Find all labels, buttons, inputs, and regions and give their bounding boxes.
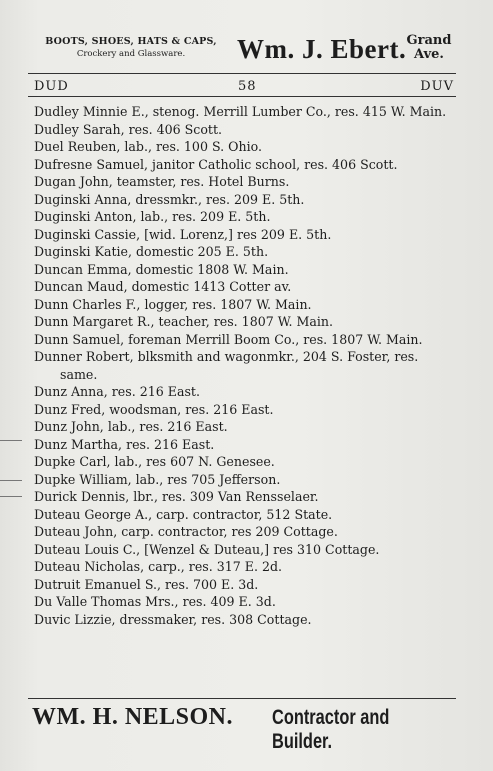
top-rule [28, 73, 456, 74]
directory-entry: Dunz Fred, woodsman, res. 216 East. [34, 401, 274, 417]
directory-entry: Dutruit Emanuel S., res. 700 E. 3d. [34, 576, 259, 592]
directory-entry: Dudley Minnie E., stenog. Merrill Lumber Co., res. 415 W. Main. [34, 104, 447, 119]
directory-entry: Duginski Katie, domestic 205 E. 5th. [34, 244, 269, 259]
directory-entry: Dunner Robert, blksmith and wagonmkr., 204 S. Foster, res. same. [34, 349, 419, 382]
advert-contractor-trade: Contractor and Builder. [272, 706, 390, 753]
directory-entry: Duncan Maud, domestic 1413 Cotter av. [34, 279, 292, 294]
header-left-guide: DUD [34, 79, 69, 94]
directory-entry: Dudley Sarah, res. 406 Scott. [34, 121, 223, 137]
directory-entries [34, 103, 458, 628]
directory-entry: Dupke William, lab., res 705 Jefferson. [34, 471, 281, 487]
margin-mark [0, 480, 22, 481]
directory-entry: Duteau Louis C., [Wenzel & Duteau,] res 310 Cottage. [34, 541, 380, 557]
header-right-guide: DUV [420, 79, 454, 94]
page-number: 58 [238, 79, 257, 94]
directory-entry: Dugan John, teamster, res. Hotel Burns. [34, 174, 290, 189]
directory-entry: Dunn Charles F., logger, res. 1807 W. Main. [34, 296, 312, 312]
advert-left-line2: Crockery and Glassware. [76, 49, 186, 59]
bottom-advertisement [32, 704, 462, 753]
directory-entry: Duteau George A., carp. contractor, 512 State. [34, 506, 333, 522]
directory-entry: Duteau John, carp. contractor, res 209 Cottage. [34, 524, 338, 539]
directory-entry: Dunn Samuel, foreman Merrill Boom Co., res. 1807 W. Main. [34, 331, 423, 347]
directory-entry: Duginski Anton, lab., res. 209 E. 5th. [34, 209, 271, 224]
directory-entry: Duteau Nicholas, carp., res. 317 E. 2d. [34, 559, 283, 574]
directory-entry: Dunz John, lab., res. 216 East. [34, 419, 228, 434]
advert-right-line1: Grand [406, 33, 452, 48]
directory-entry: Duginski Cassie, [wid. Lorenz,] res 209 E. 5th. [34, 226, 332, 242]
directory-entry: Dunn Margaret R., teacher, res. 1807 W. Main. [34, 314, 334, 329]
directory-entry: Duvic Lizzie, dressmaker, res. 308 Cottage. [34, 611, 312, 627]
header-rule [28, 96, 456, 97]
directory-entry: Dunz Anna, res. 216 East. [34, 384, 201, 399]
directory-entry: Duginski Anna, dressmkr., res. 209 E. 5th. [34, 191, 305, 207]
advert-business-name: Wm. J. Ebert. [237, 34, 407, 64]
advert-contractor-name: WM. H. NELSON. [32, 704, 234, 730]
advert-right-line2: Ave. [414, 47, 444, 62]
directory-entry: Dupke Carl, lab., res 607 N. Genesee. [34, 454, 275, 469]
directory-entry: Durick Dennis, lbr., res. 309 Van Rensselaer. [34, 489, 319, 504]
directory-entry: Duncan Emma, domestic 1808 W. Main. [34, 261, 289, 277]
advert-address-block [404, 34, 454, 62]
advert-left-block [36, 36, 226, 60]
advert-left-line1: BOOTS, SHOES, HATS & CAPS, [45, 36, 217, 47]
bottom-rule [28, 698, 456, 699]
margin-mark [0, 496, 22, 497]
top-advertisement [32, 30, 462, 68]
directory-entry: Dunz Martha, res. 216 East. [34, 436, 215, 452]
directory-entry: Duel Reuben, lab., res. 100 S. Ohio. [34, 139, 262, 154]
directory-entry: Dufresne Samuel, janitor Catholic school, res. 406 Scott. [34, 156, 398, 172]
margin-mark [0, 440, 22, 441]
directory-entry: Du Valle Thomas Mrs., res. 409 E. 3d. [34, 594, 276, 609]
